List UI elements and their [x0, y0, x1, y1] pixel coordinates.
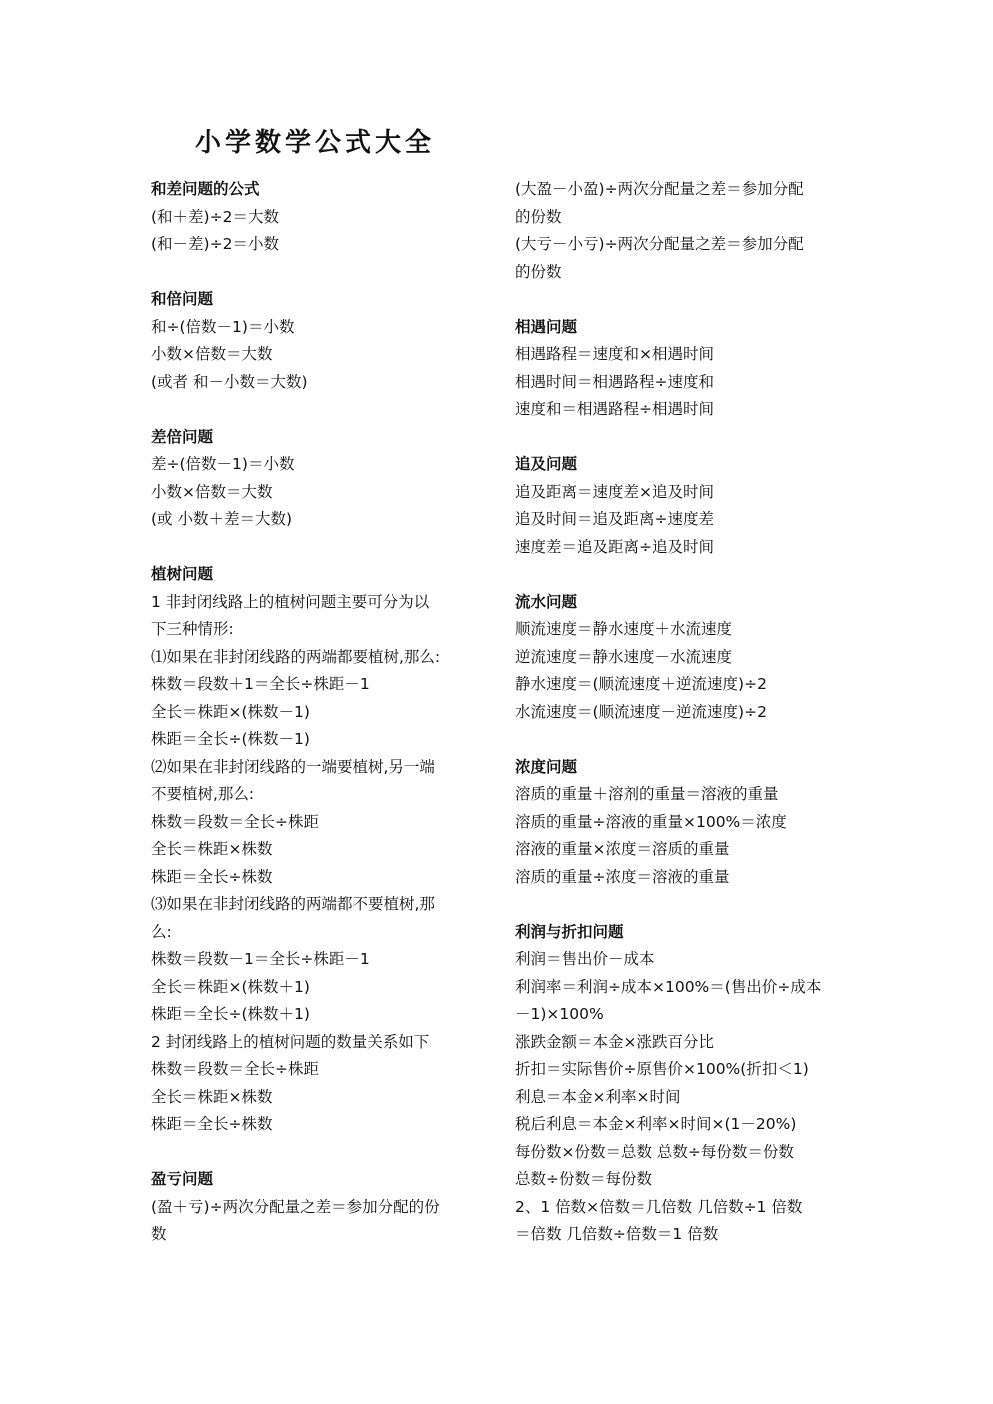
right-spacer [515, 424, 855, 452]
formula-line: 水流速度＝(顺流速度－逆流速度)÷2 [515, 702, 767, 721]
formula-line: ＝倍数 几倍数÷倍数＝1 倍数 [515, 1225, 719, 1243]
formula-line: 溶质的重量＋溶剂的重量＝溶液的重量 [515, 785, 779, 803]
formula-line: 小数×倍数＝大数 [151, 482, 273, 501]
section-heading: 相遇问题 [515, 317, 578, 336]
left-spacer [151, 534, 491, 562]
formula-line: 数 [151, 1225, 167, 1243]
left-spacer [151, 396, 491, 424]
formula-line: (和＋差)÷2＝大数 [151, 207, 279, 226]
section-heading: 植树问题 [151, 565, 214, 583]
right-spacer [515, 726, 855, 754]
right-spacer [515, 561, 855, 589]
formula-line: ⑶如果在非封闭线路的两端都不要植树,那 [151, 895, 435, 913]
formula-line: 和÷(倍数－1)＝小数 [151, 317, 295, 336]
formula-line: 1 非封闭线路上的植树问题主要可分为以 [151, 592, 430, 611]
formula-line: 2 封闭线路上的植树问题的数量关系如下 [151, 1032, 430, 1051]
formula-line: 株距＝全长÷(株数＋1) [151, 1005, 310, 1023]
formula-line: 全长＝株距×(株数＋1) [151, 977, 310, 996]
formula-line: ⑴如果在非封闭线路的两端都要植树,那么: [151, 647, 441, 666]
formula-line: 下三种情形: [151, 620, 234, 638]
formula-line: 总数÷份数＝每份数 [515, 1170, 652, 1188]
section-heading: 和倍问题 [151, 290, 214, 308]
formula-line: 2、1 倍数×倍数＝几倍数 几倍数÷1 倍数 [515, 1197, 803, 1216]
left-spacer [151, 1139, 491, 1167]
formula-line: (盈＋亏)÷两次分配量之差＝参加分配的份 [151, 1197, 440, 1216]
left-spacer [151, 259, 491, 287]
formula-line: 追及距离＝速度差×追及时间 [515, 482, 714, 501]
formula-line: 折扣＝实际售价÷原售价×100%(折扣＜1) [515, 1060, 809, 1078]
formula-line: 利润＝售出价－成本 [515, 950, 655, 968]
page-title: 小学数学公式大全 [195, 128, 436, 158]
formula-line: (和－差)÷2＝小数 [151, 235, 279, 253]
formula-line: (大亏－小亏)÷两次分配量之差＝参加分配 [515, 235, 804, 253]
section-heading: 浓度问题 [515, 757, 578, 776]
formula-line: 全长＝株距×(株数－1) [151, 702, 310, 721]
formula-line: 顺流速度＝静水速度＋水流速度 [515, 620, 733, 638]
formula-line: 相遇路程＝速度和×相遇时间 [515, 345, 714, 363]
formula-line: 涨跌金额＝本金×涨跌百分比 [515, 1032, 714, 1051]
formula-line: 株数＝段数＝全长÷株距 [151, 812, 319, 831]
formula-line: 每份数×份数＝总数 总数÷每份数＝份数 [515, 1142, 794, 1161]
formula-line: 株距＝全长÷(株数－1) [151, 730, 310, 748]
right-column [515, 176, 855, 1249]
formula-line: 溶质的重量÷浓度＝溶液的重量 [515, 867, 730, 886]
formula-line: 株数＝段数＝全长÷株距 [151, 1060, 319, 1078]
section-heading: 盈亏问题 [151, 1170, 214, 1188]
section-heading: 和差问题的公式 [151, 180, 260, 198]
formula-line: (大盈－小盈)÷两次分配量之差＝参加分配 [515, 180, 804, 198]
formula-line: 溶质的重量÷溶液的重量×100%＝浓度 [515, 812, 787, 831]
formula-line: 追及时间＝追及距离÷速度差 [515, 510, 714, 528]
formula-line: (或 小数＋差＝大数) [151, 510, 293, 528]
formula-line: 溶液的重量×浓度＝溶质的重量 [515, 840, 730, 858]
formula-line: (或者 和－小数＝大数) [151, 372, 308, 391]
formula-line: 的份数 [515, 207, 562, 226]
formula-line: 株数＝段数＋1＝全长÷株距－1 [151, 675, 370, 693]
formula-line: 利润率＝利润÷成本×100%＝(售出价÷成本 [515, 977, 822, 996]
formula-line: 税后利息＝本金×利率×时间×(1－20%) [515, 1115, 797, 1133]
section-heading: 利润与折扣问题 [515, 922, 624, 941]
formula-line: 么: [151, 922, 172, 941]
formula-line: 小数×倍数＝大数 [151, 345, 273, 363]
section-heading: 差倍问题 [151, 427, 214, 446]
formula-line: 差÷(倍数－1)＝小数 [151, 455, 295, 473]
formula-line: 速度和＝相遇路程÷相遇时间 [515, 400, 714, 418]
formula-line: 株距＝全长÷株数 [151, 867, 273, 886]
section-heading: 流水问题 [515, 592, 578, 611]
formula-line: 不要植树,那么: [151, 785, 255, 803]
formula-line: 相遇时间＝相遇路程÷速度和 [515, 372, 714, 391]
formula-line: －1)×100% [515, 1005, 604, 1023]
formula-line: 速度差＝追及距离÷追及时间 [515, 537, 714, 556]
formula-line: 利息＝本金×利率×时间 [515, 1087, 681, 1106]
formula-line: ⑵如果在非封闭线路的一端要植树,另一端 [151, 757, 435, 776]
formula-line: 的份数 [515, 262, 562, 281]
formula-line: 株距＝全长÷株数 [151, 1115, 273, 1133]
section-heading: 追及问题 [515, 455, 578, 473]
formula-line: 静水速度＝(顺流速度＋逆流速度)÷2 [515, 675, 767, 693]
formula-line: 全长＝株距×株数 [151, 1087, 273, 1106]
right-spacer [515, 286, 855, 314]
left-column [151, 176, 491, 1249]
formula-line: 逆流速度＝静水速度－水流速度 [515, 647, 733, 666]
right-spacer [515, 891, 855, 919]
formula-line: 株数＝段数－1＝全长÷株距－1 [151, 950, 370, 968]
formula-line: 全长＝株距×株数 [151, 840, 273, 858]
